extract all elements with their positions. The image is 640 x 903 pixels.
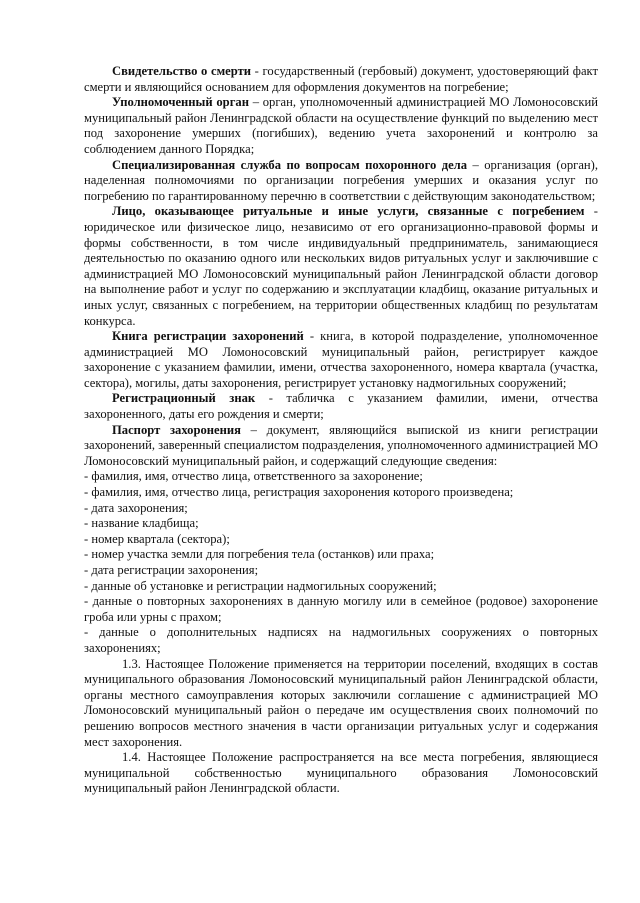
definition-funeral-service: [84, 158, 598, 205]
term-burial-passport: Паспорт захоронения: [112, 422, 241, 437]
list-item: - данные о дополнительных надписях на надмогильных сооружениях о повторных захоронениях;: [84, 625, 598, 655]
definition-authorized-body: [84, 95, 598, 157]
list-item: - данные о повторных захоронениях в данную могилу или в семейное (родовое) захоронение гроба или урны с прахом;: [84, 594, 598, 624]
definition-text: – организация (орган), наделенная полномочиями по организации погребения умерших и оказания услуг по погребению по гарантированному перечню в соответствии с действующим законодательством;: [84, 157, 598, 203]
term-death-certificate: Свидетельство о смерти: [112, 64, 252, 78]
clause-1-4: 1.4. Настоящее Положение распространяется на все места погребения, являющиеся муниципальной собственностью муниципального образования Ломоносовский муниципальный район Ленинградской области.: [84, 750, 598, 796]
passport-items-list: [84, 469, 598, 656]
list-item: - фамилия, имя, отчество лица, ответственного за захоронение;: [84, 469, 423, 484]
list-item: - фамилия, имя, отчество лица, регистрация захоронения которого произведена;: [84, 485, 514, 500]
document-body: [84, 64, 598, 797]
definition-text: - юридическое или физическое лицо, независимо от его организационно-правовой формы и формы собственности, в том числе индивидуальный предприниматель, занимающиеся деятельностью по оказанию одного или нескольких видов ритуальных услуг и заключившие с администрацией МО Ломоносовский муниципальный район Ленинградской области договор на выполнение работ и услуг по содержанию и эксплуатации кладбищ, оказание ритуальных и иных услуг, связанных с погребением, на территории общественных кладбищ по результатам конкурса.: [84, 204, 599, 328]
list-item: - дата захоронения;: [84, 500, 188, 515]
definition-registration-sign: [84, 391, 598, 422]
list-item: - дата регистрации захоронения;: [84, 563, 259, 577]
definition-text: – орган, уполномоченный администрацией МО Ломоносовский муниципальный район Ленинградской области на осуществление функций по выделению мест под захоронение умерших (погибших), ведению учета захоронений и контролю за соблюдением данного Порядка;: [84, 95, 598, 156]
definition-text: - книга, в которой подразделение, уполномоченное администрацией МО Ломоносовский муниципальный район, регистрирует каждое захоронение с указанием фамилии, имени, отчества захороненного, номера квартала (участка, сектора), могилы, даты захоронения, регистрирует установку надмогильных сооружений;: [84, 329, 598, 390]
definition-text: - государственный (гербовый) документ, удостоверяющий факт смерти и являющийся основанием для оформления документов на погребение;: [84, 64, 598, 94]
clause-1-3: 1.3. Настоящее Положение применяется на территории поселений, входящих в состав муниципального образования Ломоносовский муниципальный район Ленинградской области, органы местного самоуправления которых заключили соглашение с администрацией МО Ломоносовский муниципальный район о передаче им осуществления своих полномочий по решению вопросов местного значения в части организации ритуальных услуг и содержания мест захоронения.: [84, 656, 598, 749]
term-ritual-provider: Лицо, оказывающее ритуальные и иные услуги, связанные с погребением: [112, 204, 585, 219]
definition-text: - табличка с указанием фамилии, имени, отчества захороненного, даты его рождения и смерти;: [84, 391, 598, 422]
term-registration-sign: Регистрационный знак: [112, 391, 256, 406]
definition-burial-register: [84, 329, 598, 391]
term-burial-register: Книга регистрации захоронений: [112, 329, 304, 344]
list-item: - название кладбища;: [84, 516, 199, 531]
definition-burial-passport: [84, 423, 598, 470]
definition-text: – документ, являющийся выпиской из книги регистрации захоронений, заверенный специалистом подразделения, уполномоченного администрацией МО Ломоносовский муниципальный район, и содержащий следующие сведения:: [84, 422, 598, 468]
term-authorized-body: Уполномоченный орган: [112, 95, 249, 110]
list-item: - номер квартала (сектора);: [84, 531, 230, 546]
definition-ritual-provider: [84, 204, 598, 329]
definition-death-certificate: [84, 64, 598, 95]
list-item: - данные об установке и регистрации надмогильных сооружений;: [84, 578, 437, 593]
list-item: - номер участка земли для погребения тела (останков) или праха;: [84, 547, 435, 562]
term-funeral-service: Специализированная служба по вопросам похоронного дела: [112, 157, 468, 172]
